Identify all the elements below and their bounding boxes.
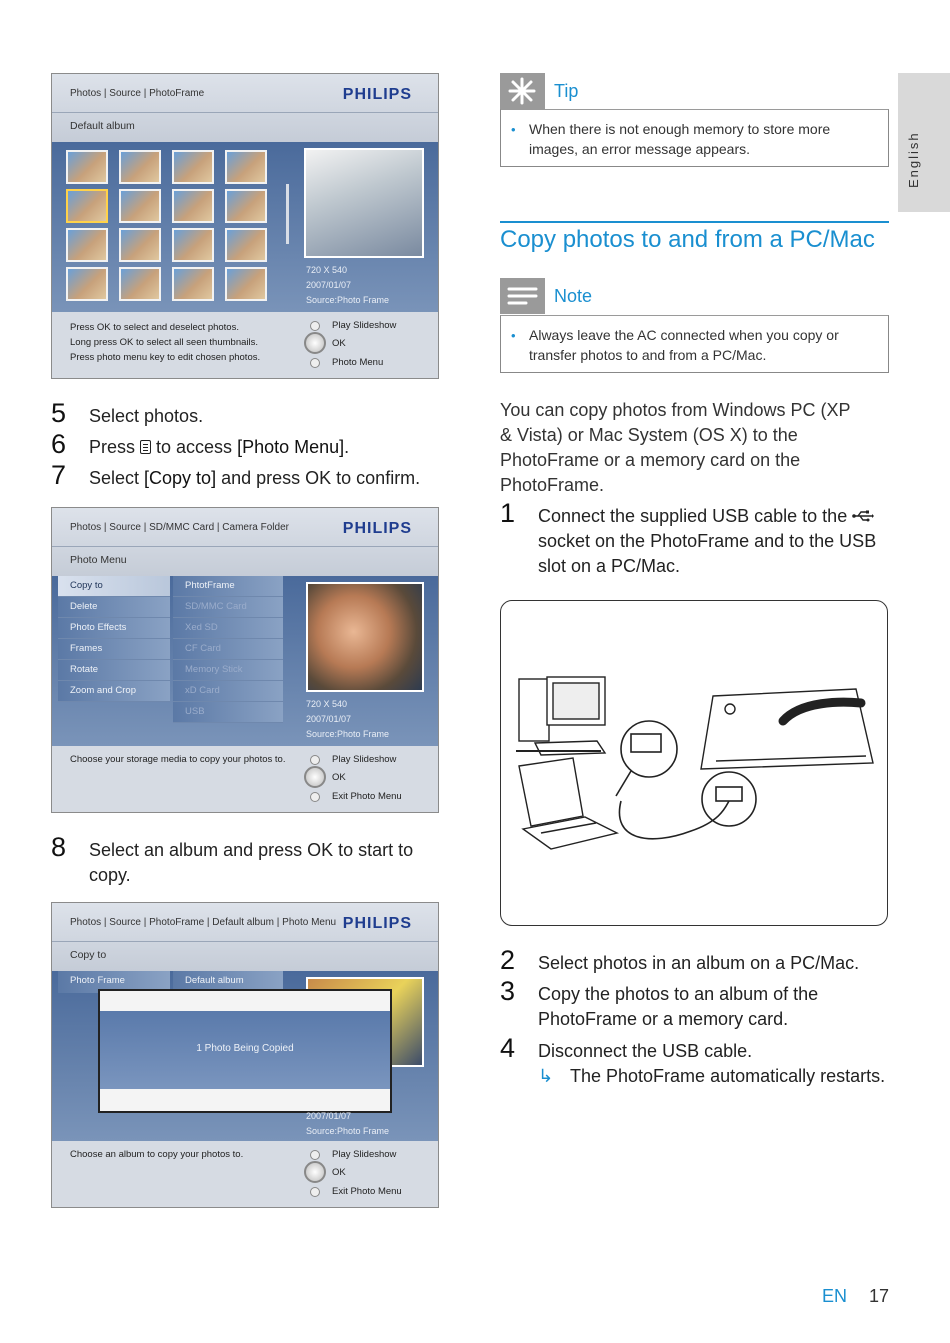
step-text: Select an album and press OK to start to copy.	[89, 840, 414, 885]
option-ok[interactable]: OK	[332, 1167, 346, 1178]
page-number: 17	[869, 1286, 890, 1306]
language-tab	[898, 73, 950, 212]
photo-date: 2007/01/07	[306, 1111, 352, 1121]
header-divider	[52, 546, 438, 547]
breadcrumb: Photos | Source | SD/MMC Card | Camera Folder	[70, 522, 289, 533]
help-line: Press photo menu key to edit chosen photos.	[70, 352, 261, 363]
result-text: The PhotoFrame automatically restarts.	[570, 1066, 886, 1086]
target-xed-sd[interactable]: Xed SD	[173, 618, 283, 639]
photo-source: Source:Photo Frame	[306, 295, 390, 305]
ok-button-icon[interactable]	[304, 332, 326, 354]
option-ok[interactable]: OK	[332, 772, 346, 783]
photo-resolution: 720 X 540	[306, 265, 348, 275]
photo-date: 2007/01/07	[306, 714, 352, 724]
photo-thumbnail[interactable]	[66, 267, 108, 301]
photo-thumbnail[interactable]	[172, 150, 214, 184]
note-title: Note	[554, 286, 593, 306]
screen-subtitle: Default album	[70, 120, 135, 132]
tip-title: Tip	[554, 81, 579, 101]
photo-thumbnail[interactable]	[66, 228, 108, 262]
album-default[interactable]: Default album	[173, 971, 283, 993]
photo-source: Source:Photo Frame	[306, 1126, 390, 1136]
photo-thumbnail[interactable]	[172, 228, 214, 262]
header-divider	[52, 941, 438, 942]
photo-menu-radio[interactable]	[310, 358, 320, 368]
note-icon	[500, 278, 545, 314]
step-number: 4	[500, 1033, 516, 1063]
result-arrow-icon: ↳	[538, 1066, 554, 1086]
photo-thumbnail[interactable]	[225, 267, 267, 301]
option-ok[interactable]: OK	[332, 338, 346, 349]
step-number: 1	[500, 498, 516, 528]
tip-text: When there is not enough memory to store more images, an error message appears.	[529, 121, 831, 157]
menu-item-photo-effects[interactable]: Photo Effects	[58, 618, 170, 639]
photo-thumbnail[interactable]	[119, 150, 161, 184]
desktop-pc-icon	[519, 677, 605, 755]
target-cf-card[interactable]: CF Card	[173, 639, 283, 660]
photo-thumbnail[interactable]	[66, 150, 108, 184]
usb-icon	[852, 504, 874, 516]
menu-item-rotate[interactable]: Rotate	[58, 660, 170, 681]
note-box	[500, 315, 889, 373]
play-slideshow-radio[interactable]	[310, 1150, 320, 1160]
step-text: Select [Copy to] and press OK to confirm.	[89, 468, 421, 488]
ok-key: OK	[305, 468, 332, 488]
philips-logo: PHILIPS	[342, 86, 412, 103]
philips-logo: PHILIPS	[342, 520, 412, 537]
copy-status-text: 1 Photo Being Copied	[196, 1043, 294, 1054]
help-line: Press OK to select and deselect photos.	[70, 322, 239, 333]
help-text	[70, 320, 300, 365]
screen-subtitle: Copy to	[70, 949, 107, 961]
menu-item-delete[interactable]: Delete	[58, 597, 170, 618]
play-slideshow-radio[interactable]	[310, 755, 320, 765]
photo-source: Source:Photo Frame	[306, 729, 390, 739]
step-text: Select photos.	[89, 406, 204, 426]
photo-thumbnail-selected[interactable]	[66, 189, 108, 223]
menu-key-icon	[140, 440, 151, 454]
ok-key: OK	[307, 840, 334, 860]
option-photo-menu[interactable]: Photo Menu	[332, 357, 384, 368]
bullet-icon: •	[511, 328, 516, 343]
step-number: 3	[500, 976, 516, 1006]
option-exit-photo-menu[interactable]: Exit Photo Menu	[332, 791, 402, 802]
note-text: Always leave the AC connected when you copy or transfer photos to and from a PC/Mac.	[529, 327, 839, 363]
photo-thumbnail[interactable]	[119, 267, 161, 301]
copy-target-list	[173, 576, 283, 723]
menu-reference: [Copy to]	[144, 468, 217, 488]
option-play-slideshow[interactable]: Play Slideshow	[332, 1149, 397, 1160]
step-text: Connect the supplied USB cable to the socket on the PhotoFrame and to the USB slot on a PC/Mac.	[538, 506, 877, 576]
photo-preview	[304, 148, 424, 258]
section-title: Copy photos to and from a PC/Mac	[500, 226, 875, 253]
breadcrumb: Photos | Source | PhotoFrame	[70, 88, 205, 99]
menu-item-copy-to[interactable]: Copy to	[58, 576, 170, 597]
intro-paragraph: You can copy photos from Windows PC (XP & Vista) or Mac System (OS X) to the PhotoFrame or a memory card on the PhotoFrame.	[500, 400, 851, 495]
photo-date: 2007/01/07	[306, 280, 352, 290]
philips-logo: PHILIPS	[342, 915, 412, 932]
step-number: 8	[51, 832, 67, 862]
target-xd-card[interactable]: xD Card	[173, 681, 283, 702]
step-text: Select photos in an album on a PC/Mac.	[538, 953, 860, 973]
header-divider	[52, 112, 438, 113]
step-number: 2	[500, 945, 516, 975]
tip-box	[500, 109, 889, 167]
ok-button-icon[interactable]	[304, 1161, 326, 1183]
photo-thumbnail[interactable]	[119, 189, 161, 223]
screenshot-copy-progress	[51, 902, 439, 1208]
menu-reference: [Photo Menu]	[237, 437, 345, 457]
screen-subtitle: Photo Menu	[70, 554, 127, 566]
step-text: Copy the photos to an album of the PhotoFrame or a memory card.	[538, 984, 819, 1029]
help-line: Long press OK to select all seen thumbnails.	[70, 337, 258, 348]
tip-icon	[500, 73, 545, 109]
photo-thumbnail[interactable]	[225, 228, 267, 262]
copy-dialog	[98, 989, 392, 1113]
target-memory-stick[interactable]: Memory Stick	[173, 660, 283, 681]
photo-preview	[306, 582, 424, 692]
help-text: Choose an album to copy your photos to.	[70, 1149, 244, 1160]
source-photo-frame[interactable]: Photo Frame	[58, 971, 170, 993]
screenshot-photo-menu	[51, 507, 439, 813]
screenshot-default-album	[51, 73, 439, 379]
play-slideshow-radio[interactable]	[310, 321, 320, 331]
step-number: 5	[51, 398, 67, 428]
option-play-slideshow[interactable]: Play Slideshow	[332, 754, 397, 765]
ok-button-icon[interactable]	[304, 766, 326, 788]
photo-thumbnail[interactable]	[119, 228, 161, 262]
photo-thumbnail[interactable]	[172, 267, 214, 301]
scrollbar[interactable]	[286, 184, 289, 244]
target-usb[interactable]: USB	[173, 702, 283, 723]
photo-thumbnail[interactable]	[225, 189, 267, 223]
usb-connection-illustration	[500, 600, 888, 926]
breadcrumb: Photos | Source | PhotoFrame | Default album | Photo Menu	[70, 917, 337, 928]
photo-resolution: 720 X 540	[306, 699, 348, 709]
step-text: Disconnect the USB cable.	[538, 1041, 753, 1061]
menu-item-zoom-crop[interactable]: Zoom and Crop	[58, 681, 170, 702]
target-sd-card[interactable]: SD/MMC Card	[173, 597, 283, 618]
help-text: Choose your storage media to copy your photos to.	[70, 754, 286, 765]
step-number: 6	[51, 429, 67, 459]
screen-header	[52, 903, 438, 971]
option-exit-photo-menu[interactable]: Exit Photo Menu	[332, 1186, 402, 1197]
photoframe-icon	[701, 689, 873, 769]
exit-photo-menu-radio[interactable]	[310, 792, 320, 802]
menu-item-frames[interactable]: Frames	[58, 639, 170, 660]
step-text: Press to access [Photo Menu].	[89, 437, 350, 457]
photo-info	[306, 263, 389, 308]
photo-thumbnail[interactable]	[225, 150, 267, 184]
exit-photo-menu-radio[interactable]	[310, 1187, 320, 1197]
footer-language: EN	[822, 1286, 848, 1306]
photo-menu-list	[58, 576, 170, 702]
target-photoframe[interactable]: PhtotFrame	[173, 576, 283, 597]
section-rule	[500, 221, 889, 223]
option-play-slideshow[interactable]: Play Slideshow	[332, 320, 397, 331]
step-number: 7	[51, 460, 67, 490]
laptop-icon	[519, 758, 617, 849]
language-label: English	[906, 131, 921, 188]
photo-thumbnail[interactable]	[172, 189, 214, 223]
photo-info	[306, 697, 389, 742]
bullet-icon: •	[511, 122, 516, 137]
photo-info	[306, 1109, 389, 1139]
